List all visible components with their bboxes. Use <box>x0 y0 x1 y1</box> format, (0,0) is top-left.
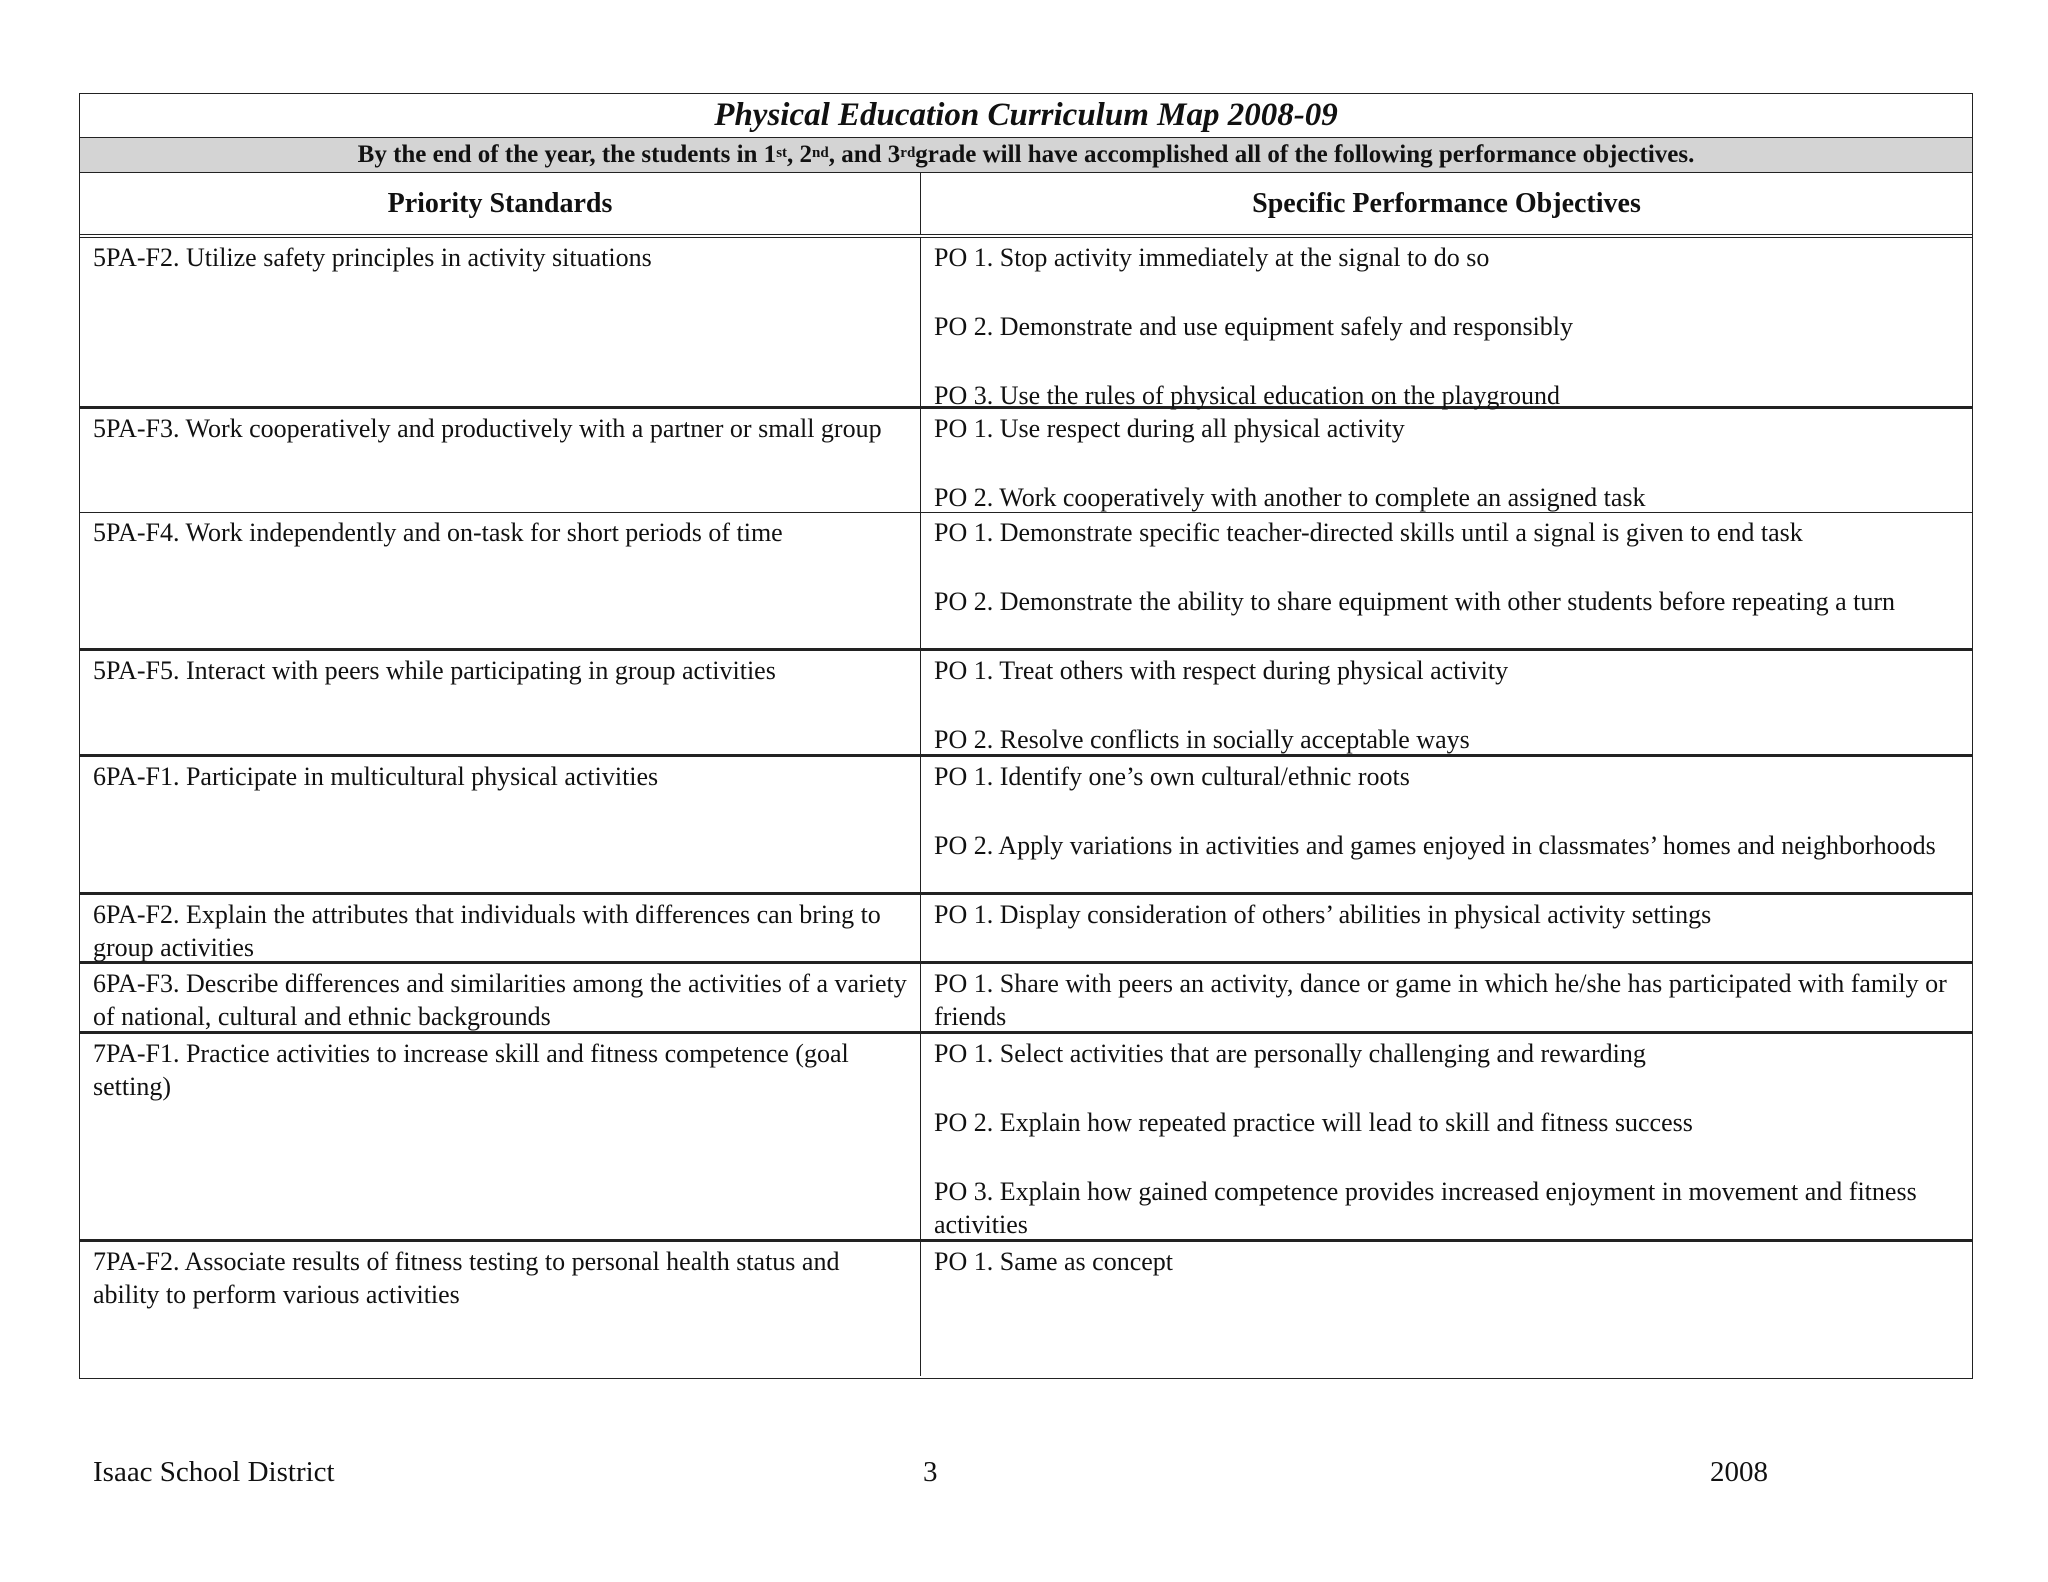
objective-item: PO 2. Resolve conflicts in socially acceptable ways <box>934 725 1470 754</box>
objective-item: PO 2. Explain how repeated practice will lead to skill and fitness success <box>934 1108 1693 1137</box>
objectives-cell <box>921 964 1972 1031</box>
footer-year: 2008 <box>1710 1456 1768 1488</box>
table-row <box>80 1242 1972 1376</box>
objective-item: PO 1. Treat others with respect during physical activity <box>934 656 1509 685</box>
objectives-cell <box>921 1242 1972 1376</box>
objective-item: PO 2. Demonstrate and use equipment safely and responsibly <box>934 312 1574 341</box>
objective-item: PO 1. Share with peers an activity, dance or game in which he/she has participated with family or friends <box>934 969 1947 1031</box>
objective-item: PO 2. Work cooperatively with another to complete an assigned task <box>934 483 1646 512</box>
objective-item: PO 1. Same as concept <box>934 1247 1174 1276</box>
objective-item: PO 1. Select activities that are personally challenging and rewarding <box>934 1039 1646 1068</box>
objectives-cell <box>921 651 1972 754</box>
objective-item: PO 3. Explain how gained competence provides increased enjoyment in movement and fitness activities <box>934 1177 1917 1239</box>
standard-cell: 5PA-F3. Work cooperatively and productively with a partner or small group <box>80 409 921 512</box>
objectives-cell <box>921 513 1972 648</box>
page-title: Physical Education Curriculum Map 2008-09 <box>80 94 1972 138</box>
standard-cell: 6PA-F2. Explain the attributes that individuals with differences can bring to group activities <box>80 895 921 961</box>
subtitle-text-1: By the end of the year, the students in 1 <box>357 141 777 168</box>
objective-item: PO 1. Demonstrate specific teacher-directed skills until a signal is given to end task <box>934 518 1803 547</box>
objectives-cell <box>921 409 1972 512</box>
table-row <box>80 757 1972 895</box>
objectives-cell <box>921 895 1972 961</box>
objective-item: PO 1. Identify one’s own cultural/ethnic roots <box>934 762 1410 791</box>
subtitle-text-4: grade will have accomplished all of the following performance objectives. <box>915 141 1695 168</box>
column-header-priority-standards: Priority Standards <box>80 173 921 234</box>
table-row <box>80 651 1972 757</box>
standard-cell: 5PA-F2. Utilize safety principles in activity situations <box>80 238 921 406</box>
objective-item: PO 1. Use respect during all physical activity <box>934 414 1405 443</box>
curriculum-table <box>79 93 1973 1379</box>
footer-page-number: 3 <box>923 1456 938 1488</box>
objective-item: PO 1. Stop activity immediately at the signal to do so <box>934 243 1490 272</box>
objectives-cell <box>921 757 1972 892</box>
standard-cell: 7PA-F2. Associate results of fitness testing to personal health status and ability to perform various activities <box>80 1242 921 1376</box>
column-header-row <box>80 173 1972 238</box>
column-header-performance-objectives: Specific Performance Objectives <box>1252 187 1641 219</box>
table-row <box>80 964 1972 1034</box>
table-row <box>80 895 1972 964</box>
table-subtitle: By the end of the year, the students in 1 $^{st}$ , 2 $^{nd}$ , and 3 $^{rd}$ grade will have accomplished all of the following performance objectives. <box>80 138 1972 173</box>
objective-item: PO 2. Apply variations in activities and games enjoyed in classmates’ homes and neighborhoods <box>934 831 1936 860</box>
footer-district: Isaac School District <box>93 1456 335 1488</box>
subtitle-text-2: , 2 <box>787 141 813 168</box>
subtitle-text-3: , and 3 <box>828 141 901 168</box>
table-row <box>80 238 1972 409</box>
standard-cell: 5PA-F5. Interact with peers while participating in group activities <box>80 651 921 754</box>
table-row <box>80 513 1972 651</box>
objectives-cell <box>921 1034 1972 1239</box>
standard-cell: 6PA-F3. Describe differences and similarities among the activities of a variety of national, cultural and ethnic backgrounds <box>80 964 921 1031</box>
table-body <box>80 238 1972 1376</box>
standard-cell: 6PA-F1. Participate in multicultural physical activities <box>80 757 921 892</box>
standard-cell: 5PA-F4. Work independently and on-task for short periods of time <box>80 513 921 648</box>
objective-item: PO 3. Use the rules of physical education on the playground <box>934 381 1561 410</box>
objective-item: PO 2. Demonstrate the ability to share equipment with other students before repeating a turn <box>934 587 1896 616</box>
objectives-cell <box>921 238 1972 410</box>
table-row <box>80 409 1972 513</box>
objective-item: PO 1. Display consideration of others’ abilities in physical activity settings <box>934 900 1712 929</box>
standard-cell: 7PA-F1. Practice activities to increase skill and fitness competence (goal setting) <box>80 1034 921 1239</box>
table-row <box>80 1034 1972 1242</box>
